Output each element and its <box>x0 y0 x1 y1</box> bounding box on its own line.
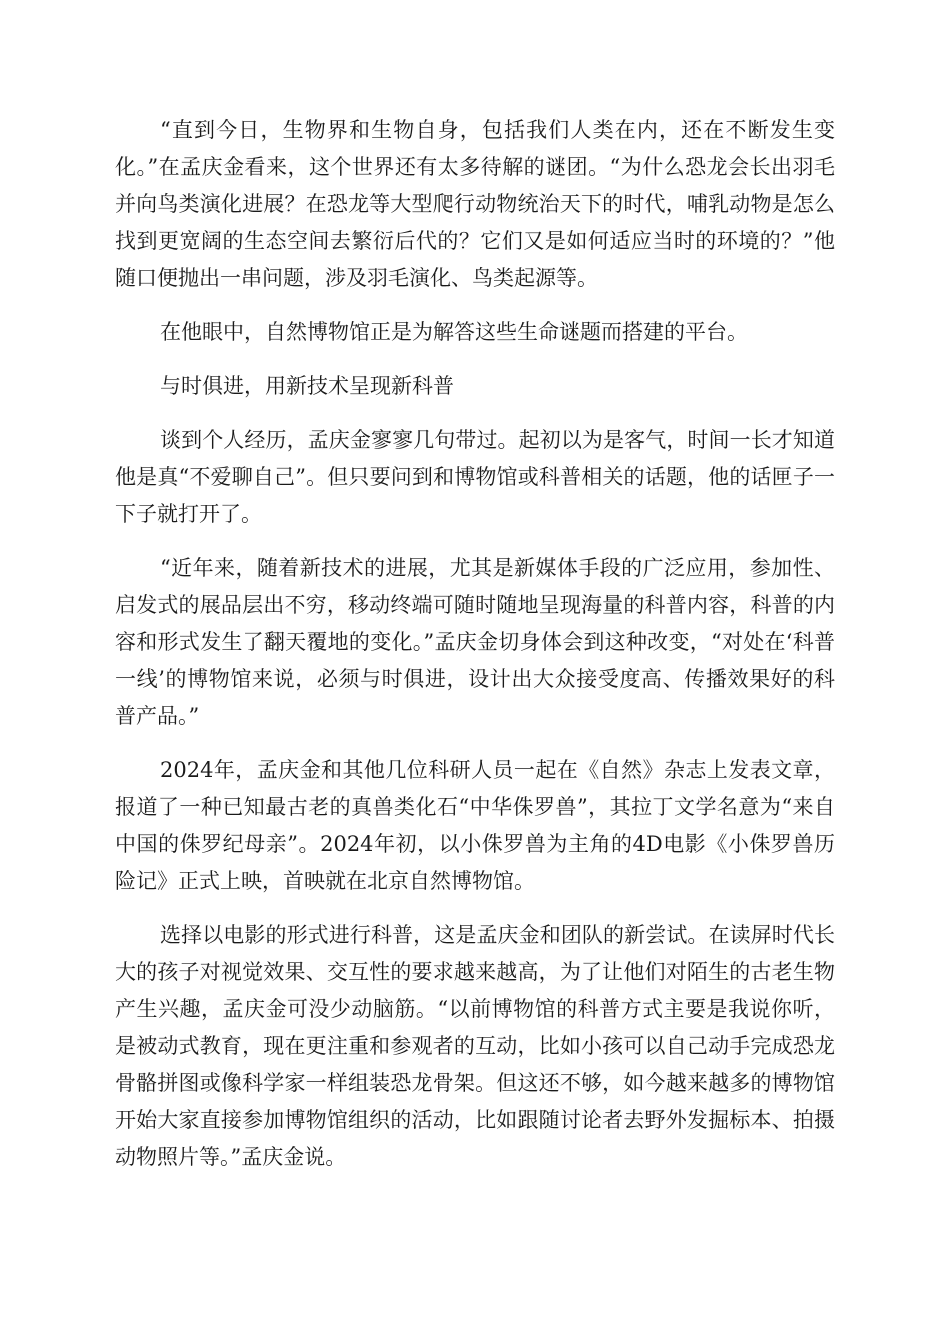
document-page <box>115 112 835 1193</box>
paragraph-museum-platform: 在他眼中，自然博物馆正是为解答这些生命谜题而搭建的平台。 <box>160 320 748 344</box>
section-heading: 与时俱进，用新技术呈现新科普 <box>160 374 454 398</box>
paragraph-personal-experience: 谈到个人经历，孟庆金寥寥几句带过。起初以为是客气，时间一长才知道他是真“不爱聊自己”。但只要问到和博物馆或科普相关的话题，他的话匣子一下子就打开了。 <box>115 428 835 526</box>
paragraph-fossil-discovery: 2024年，孟庆金和其他几位科研人员一起在《自然》杂志上发表文章，报道了一种已知最古老的真兽类化石“中华侏罗兽”，其拉丁文学名意为“来自中国的侏罗纪母亲”。2024年初，以小侏罗兽为主角的4D电影《小侏罗兽历险记》正式上映，首映就在北京自然博物馆。 <box>115 758 835 893</box>
paragraph-intro-quote: “直到今日，生物界和生物自身，包括我们人类在内，还在不断发生变化。”在孟庆金看来，这个世界还有太多待解的谜团。“为什么恐龙会长出羽毛并向鸟类演化进展？在恐龙等大型爬行动物统治天下的时代，哺乳动物是怎么找到更宽阔的生态空间去繁衍后代的？它们又是如何适应当时的环境的？”他随口便抛出一串问题，涉及羽毛演化、鸟类起源等。 <box>115 118 835 290</box>
paragraph-new-technology: “近年来，随着新技术的进展，尤其是新媒体手段的广泛应用，参加性、启发式的展品层出不穷，移动终端可随时随地呈现海量的科普内容，科普的内容和形式发生了翻天覆地的变化。”孟庆金切身体会到这种改变，“对处在‘科普一线’的博物馆来说，必须与时俱进，设计出大众接受度高、传播效果好的科普产品。” <box>115 556 835 728</box>
paragraph-film-science: 选择以电影的形式进行科普，这是孟庆金和团队的新尝试。在读屏时代长大的孩子对视觉效果、交互性的要求越来越高，为了让他们对陌生的古老生物产生兴趣，孟庆金可没少动脑筋。“以前博物馆的科普方式主要是我说你听，是被动式教育，现在更注重和参观者的互动，比如小孩可以自己动手完成恐龙骨骼拼图或像科学家一样组装恐龙骨架。但这还不够，如今越来越多的博物馆开始大家直接参加博物馆组织的活动，比如跟随讨论者去野外发掘标本、拍摄动物照片等。”孟庆金说。 <box>115 923 835 1169</box>
